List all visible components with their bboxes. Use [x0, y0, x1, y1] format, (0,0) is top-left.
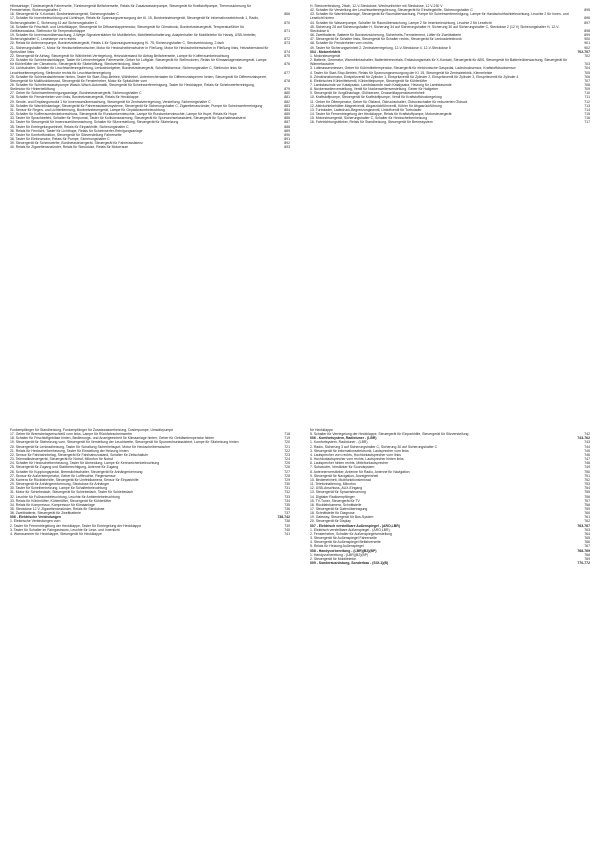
entry-page-number: 751: [584, 473, 590, 478]
index-entry: [10, 145, 290, 149]
entry-text: 43. Schalter für Warnblinkanlage, Steuergerät für Raumüberwachung, Pumpe für Scheinwerferreinigung, Lampe für Handschuhfachbeleuchtung, Leuchte 2 für Innen- und Leselicht hinten: [310, 12, 569, 21]
entry-page-number: 768-769: [577, 548, 590, 553]
entry-text: 39. Steuergerät für Scheinwerfer, Bordnetzsteuergerät, Steuergerät für Fahrerassistenz: [10, 141, 143, 146]
entry-page-number: 890: [284, 132, 290, 137]
entry-text: 42. Schalter für Verstellung der Leuchtweitenregulierung, Steuergerät für Einstiegshilfe, Sicherungshalter C: [310, 8, 473, 13]
entry-page-number: 768: [584, 552, 590, 557]
entry-text: Funkempfänger für Standheizung, Funkempfänger für Zusatzwasserheizung, Dosierpumpe, Umwälzpumpe: [10, 428, 174, 432]
entry-page-number: 731: [284, 486, 290, 491]
entry-page-number: 746: [584, 452, 590, 457]
entry-page-number: 742: [584, 432, 590, 437]
entry-page-number: 739: [284, 523, 290, 528]
entry-text: 33. Taster für Sprachbefehl, Schalter für Tempomat, Taster für Kollisionswarnung, Steuergerät für Spurwechselassistent, Steuergerät für Spurhalteassistent: [10, 116, 246, 121]
entry-text: 7. Lambdasonde vor Katalysator, Lambdasonde nach Katalysator, Heizung für Lambdasonde: [310, 82, 452, 87]
entry-text: 16. Fahrtrichtungsblinker, Relais für Standheizung, Steuergerät für Bremssystem: [310, 120, 433, 125]
index-entry: [10, 33, 290, 41]
entry-text: 4. Warnsummer für Heckklappe, Steuergerät für Heckklappe: [10, 531, 102, 536]
entry-page-number: 866: [284, 12, 290, 17]
index-entry: [310, 25, 590, 33]
entry-text: 10. Kraftstoffpumpe, Steuergerät für Kraftstoffpumpe, Ventil für Kraftstoffdruckregelung: [310, 95, 442, 100]
entry-page-number: 875: [284, 53, 290, 58]
entry-text: 13. Steuergerät für Sprachsteuerung: [310, 490, 366, 495]
entry-page-number: 736: [284, 506, 290, 511]
entry-page-number: 766: [584, 540, 590, 545]
entry-page-number: 715: [584, 112, 590, 117]
entry-page-number: 706: [584, 74, 590, 79]
entry-text: 6. Elektrisches Kühlmittelventil, Kühlmittelpumpe, Steuergerät für Kühlerlüfter: [310, 78, 428, 83]
entry-page-number: 870: [284, 20, 290, 25]
entry-text: 5. Zündtransformator, Einspritzventil für Zylinder 1, Einspritzventil für Zylinder 2, Einspritzventil für Zylinder 3, Einspritzventil für Zylinder 4: [310, 74, 519, 79]
entry-text: 3. Steuergerät für Außenspiegel Fahrerseite: [310, 536, 377, 541]
entry-text: 28. Kamera für Rückfahrhilfe, Steuergerät für Umfeldkamera, Sensor für Einparkhilfe: [10, 477, 139, 482]
entry-page-number: 880: [284, 91, 290, 96]
entry-text: 20. Relais für Antennenpumpe, Bordnetzsteuergerät, Relais 1 für Spannungsversorgung Kl. 75, Sicherungshalter C, Steckverbindung, 2-fach: [10, 41, 225, 46]
entry-page-number: 717: [584, 120, 590, 125]
entry-page-number: 886: [284, 116, 290, 121]
entry-text: 11. Telefonhalterung, Mikrofon: [310, 482, 356, 487]
entry-page-number: 888: [284, 124, 290, 129]
entry-page-number: 749: [584, 465, 590, 470]
entry-text: 8. Antennenverstärker, Antenne für Radio, Antenne für Navigation: [310, 469, 410, 474]
entry-page-number: 872: [284, 37, 290, 42]
entry-text: 36. Zweitbatterie, Steuergerät für Zweitbatterie: [10, 511, 81, 516]
entry-page-number: 729: [284, 477, 290, 482]
entry-text: 17. Geber für Bremsbelagverschleiß vorn links, Lampe für Rückfahrscheinwerfer: [10, 432, 133, 437]
entry-text: 3. Luftmassenmesser, Geber für Kühlmitteltemperatur, Steuergerät für elektronische Gaspedal, Ladedrucksensor, Kraftstoffdrucksensor: [310, 66, 516, 71]
entry-page-number: 900: [584, 37, 590, 42]
entry-text: 5. Relais für Heizung Außenspiegel: [310, 544, 364, 549]
entry-page-number: 755: [584, 490, 590, 495]
index-entry: [10, 66, 290, 74]
entry-text: 30. Schalter für Warnblinkanlage, Steuergerät für Fahrerassistenzsysteme, Steuergerät für Sicherungshalter C, Zigarettenanzünder, Pumpe für Scheinwerferreinigung: [10, 103, 263, 108]
entry-text: 40. Relais für Zigarettenanzünder, Relais für Steckdose, Relais für Motorraum: [10, 145, 129, 150]
entry-page-number: 901: [584, 41, 590, 46]
entry-text: 26. Schalter für Kupplungspedal, Bremslichtschalter, Steuergerät für Anhängerkennung: [10, 469, 143, 474]
entry-text: 6. Lautsprecher hinten rechts, Mitteltonlautsprecher: [310, 461, 389, 466]
entry-page-number: 763: [584, 527, 590, 532]
entry-page-number: 897: [584, 20, 590, 25]
entry-text: 16. Steuergerät für X-Kontakt, Bordnetzsteuergerät, Sicherungshalter C: [10, 12, 119, 17]
entry-page-number: 877: [284, 70, 290, 75]
entry-text: 26. Schalter für Scheibenwaschpumpe Wasch-Wisch-Automatik, Steuergerät für Scheinwerferreinigung, Taster für Heckklappe, Relais für Scheinwerferreinigung, Stellmotor für Hinterbelüftung: [10, 82, 255, 92]
entry-page-number: 878: [284, 78, 290, 83]
entry-text: 29. Steuergerät für Anhängererkennung, Steckdose für Anhänger: [10, 482, 110, 487]
entry-page-number: 726: [284, 465, 290, 470]
entry-page-number: 705: [584, 70, 590, 75]
entry-text: 34. Taster für Steuergerät für Innenraumüberwachung, Schalter für Sitzverstellung, Steuergerät für Sitzheizung: [10, 120, 179, 125]
entry-text: 4. Steuergerät für Außenspiegel Beifahrerseite: [310, 540, 381, 545]
entry-text: 47. Steuergerät für Schalter links, Steuergerät für Schalter rechts, Steuergerät für Lenkradelektronik: [310, 37, 462, 42]
entry-text: 19. Gateway, Steuergerät für Bus-System: [310, 515, 374, 520]
entry-text: 14. Digitaler Radioempfänger: [310, 494, 355, 499]
index-entry: [10, 58, 290, 66]
index-entry: [10, 83, 290, 91]
entry-text: 1. Elektrische Verbindungen vorn: [10, 519, 61, 524]
entry-page-number: 750: [584, 469, 590, 474]
entry-page-number: 893: [284, 145, 290, 150]
entry-page-number: 762: [584, 519, 590, 524]
entry-page-number: 745: [584, 448, 590, 453]
entry-text: 21. Sicherungshalter C, Motor für Heckscheibenwischer, Motor für Heckscheibenwischer in Fließung, Motor für Heckscheibenwischer in Fließung links, Heizwiderstand für Spritzdüse links: [10, 45, 269, 54]
index-entry: [310, 12, 590, 20]
entry-page-number: 871: [284, 28, 290, 33]
entry-text: 5. Hochtonlautsprecher vorn rechts, Lautsprecher hinten links: [310, 457, 404, 462]
entry-page-number: 879: [284, 87, 290, 92]
section-heading: [310, 561, 590, 565]
entry-text: 32. Leuchte für Fußraumbeleuchtung, Leuchte für Ambientebeleuchtung: [10, 494, 120, 499]
entry-page-number: 752: [584, 477, 590, 482]
entry-text: 007 - Elektrisch verstellbare Außenspiegel - (ARO,LBR): [310, 523, 400, 528]
entry-page-number: 763-767: [577, 523, 590, 528]
entry-page-number: 767: [584, 544, 590, 549]
entry-page-number: 896: [584, 16, 590, 21]
entry-page-number: 735: [284, 502, 290, 507]
entry-text: 33. Relais für Kühlerlüfter, Kühlerlüfter, Steuergerät für Kühlerlüfter: [10, 498, 112, 503]
entry-text: 18. Schnittstelle für Diagnose: [310, 511, 355, 516]
entry-page-number: 710: [584, 91, 590, 96]
entry-text: 3. Taster für Schalter im Fahrgastraum, Leuchte für Lese- und Innenlicht: [10, 527, 120, 532]
entry-text: 31. Motor für Schiebedach, Steuergerät für Schiebedach, Taster für Schiebedach: [10, 490, 133, 495]
entry-text: 22. Steuergerät für Airbag, Steuergerät für Wählhebel-Verriegelung, Heizwiderstand für Airbag Beifahrerseite, Lampe für Kofferraumbeleuchtung: [10, 53, 230, 58]
entry-page-number: 882: [284, 99, 290, 104]
entry-text: 31. Sensor für Regen- und Lichterkennung, Bordnetzsteuergerät, Lampe für Gepäckraumbeleuchtung: [10, 107, 165, 112]
index-entry: [10, 25, 290, 33]
entry-text: 32. Schalter für Kofferraumdeckelverschluss, Steuergerät für Rundumkennleuchte, Lampe für Rundumkennleuchte, Lampe für Hupe, Relais für Hupe: [10, 112, 237, 117]
entry-page-number: 711: [584, 95, 590, 100]
entry-page-number: 748: [584, 461, 590, 466]
entry-text: 15. TV-Tuner, Steuergerät für TV: [310, 498, 360, 503]
index-entry: [10, 532, 290, 536]
entry-text: 14. Taster für Fernentriegelung der Heckklappe, Relais für Kraftstoffpumpe, Motorsteuergerät: [310, 112, 452, 117]
entry-text: 006 - Komfortsystem, Radiotuner - (LBR): [310, 436, 377, 441]
entry-text: 23. Telematiksteuergerät, Steuergerät für Notruf, Mikrofon für Notruf: [10, 457, 114, 462]
entry-page-number: 881: [284, 95, 290, 100]
entry-text: 27. Geber für Scheinwerferreinigungsanlage, Bordnetzsteuergerät, Sicherungshalter C: [10, 91, 142, 96]
entry-page-number: 733: [284, 494, 290, 499]
entry-page-number: 738: [284, 519, 290, 524]
entry-page-number: 769: [584, 556, 590, 561]
entry-text: 21. Relais für Heckscheibenheizung, Taster für Einstellung der Heizung hinten: [10, 448, 129, 453]
document-page-top-right: [300, 0, 600, 424]
entry-page-number: 738-742: [277, 515, 290, 520]
entry-page-number: 743: [584, 440, 590, 445]
entry-text: 48. Schalter für Fensterheber vorn rechts: [310, 41, 373, 46]
entry-text: 12. Aktivkohlebehälter-Magnetventil, Abgasrückführventil, Kühler für Abgasrückführung: [310, 103, 442, 108]
entry-page-number: 741: [284, 531, 290, 536]
entry-page-number: 712: [584, 99, 590, 104]
entry-text: 1. Komfortsystem, Radiotuner - (LBR): [310, 440, 368, 445]
entry-page-number: 761: [584, 515, 590, 520]
entry-page-number: 756: [584, 494, 590, 499]
entry-text: 004 - Motorelektrik: [310, 49, 341, 54]
entry-page-number: 732: [284, 490, 290, 495]
entry-text: 2. Taster für Fernentriegelung der Heckklappe, Taster für Entriegelung der Heckklappe: [10, 523, 142, 528]
index-entry: [10, 46, 290, 54]
entry-page-number: 876: [284, 62, 290, 67]
entry-text: für Heckklappe: [310, 428, 333, 432]
entry-text: 34. Relais für Kompressor, Kompressor für Klimaanlage: [10, 502, 95, 507]
entry-page-number: 709: [584, 87, 590, 92]
entry-page-number: 702: [584, 53, 590, 58]
entry-text: 17. Steuergerät für Datenübertragung: [310, 506, 368, 511]
entry-page-number: 757: [584, 498, 590, 503]
index-entry: [10, 75, 290, 83]
entry-page-number: 902: [584, 45, 590, 50]
entry-page-number: 765: [584, 536, 590, 541]
document-page-top-left: [0, 0, 300, 424]
entry-page-number: 895: [584, 8, 590, 13]
entry-page-number: 892: [284, 141, 290, 146]
entry-text: 008 - Handyvorbereitung - (LBR)(B2)(BP): [310, 548, 377, 553]
entry-page-number: 721: [284, 444, 290, 449]
index-entry: [310, 120, 590, 124]
entry-page-number: 899: [584, 33, 590, 38]
entry-page-number: 898: [584, 28, 590, 33]
entry-page-number: 883: [284, 103, 290, 108]
entry-page-number: 874: [284, 49, 290, 54]
entry-page-number: 725: [284, 461, 290, 466]
entry-page-number: 730: [284, 482, 290, 487]
entry-page-number: 764: [584, 531, 590, 536]
entry-text: 006 - Elektrische Verbindungen: [10, 515, 62, 520]
entry-text: H. Steckverbindung, 2fach, 12-V-Steckdose, Wechselrichter mit Steckdose, 12 V-230 V: [310, 4, 443, 8]
entry-text: 19. Steuergerät für Sitzheizung vorn, Steuergerät für Verstellung der Leuchtweite, Steuergerät für Spurwechselassistent, Lampe für Sitzheizung hinten: [10, 440, 239, 445]
index-entry: [310, 58, 590, 66]
entry-page-number: 714: [584, 107, 590, 112]
entry-text: 20. Steuergerät für Display: [310, 519, 351, 524]
entry-page-number: 704: [584, 66, 590, 71]
entry-text: 1. Motorsteuergerät: [310, 53, 340, 58]
entry-text: 19. Schalter für Innenraumüberwachung, 2-Wege-Signalverstärker für Mobiltelefon, Mobiltelefonhalterung, Adapterhalter für Mobiltelefon für Handy, USB-Verteiler, Sicherungshalter C, Leselampe vorn rechts: [10, 33, 257, 42]
entry-page-number: 891: [284, 137, 290, 141]
entry-text: 4. Taster für Start-Stop-Betrieb, Relais für Spannungsversorgung der Kl. 15, Steuergerät für Zentralelektrik, Klemmleiste: [310, 70, 493, 75]
entry-page-number: 719: [284, 436, 290, 441]
entry-text: 4. Lautsprecher vorn rechts, Hochtonlautsprecher vorn links: [310, 452, 401, 457]
entry-text: 2. Steuergerät für Mobiltelefon: [310, 556, 357, 561]
entry-text: 44. Schalter für Wasserpumpe, Schalter für Raumüberwachung, Lampe 2 für Innenbeleuchtung, Leuchte 2 für Leselicht: [310, 20, 492, 25]
entry-text: 2. Fensterheber, Schalter für Außenspiegelverstellung: [310, 531, 392, 536]
entry-page-number: 743-762: [577, 436, 590, 441]
entry-page-number: 885: [284, 112, 290, 117]
entry-text: 46. Zweitbatterie, Batterie für Bordnetzsicherung, Sicherheits-Trennelement, Lüfter für Zweitbatterie: [310, 33, 462, 38]
entry-text: 13. Turbolader, Ladedruck-Begrenzungsventil, Umluftventil für Turbolader: [310, 107, 422, 112]
entry-page-number: 718: [284, 432, 290, 437]
entry-text: 25. Schalter für Schiebedachfenster hinten, Taster für Start-Stop-Betrieb, Wählhebel, Unterbrechertaster für Differenzialsperren hinten, Steuergerät für Differenzialsperre, Steuergerät für Multifunktionsrad, Steuergerät für Fensterheber, Motor für Spitzkühler vorn: [10, 74, 267, 83]
entry-text: 2. Batterie, Generator, Warmblinkschalter, Batterietrennrelais, Entlastungsrelais für X-Kontakt, Steuergerät für ABS, Steuergerät für Batterieüberwachung, Steuergerät für Wärmetauscher: [310, 58, 568, 67]
entry-text: 35. Taster für Entriegelungseinheit, Relais für Einparkhilfe, Sicherungshalter C: [10, 124, 129, 129]
entry-page-number: 754: [584, 486, 590, 491]
entry-page-number: 722: [284, 448, 290, 453]
entry-text: 29. Sende- und Empfangsmodul 1 für Innenraumüberwachung, Steuergerät für Zentralverriegelung, Verstellung, Sicherungshalter C: [10, 99, 211, 104]
entry-page-number: 759: [584, 506, 590, 511]
entry-page-number: 734: [284, 498, 290, 503]
index-entry: [10, 16, 290, 24]
entry-text: 36. Relais für Fernlicht, Taster für Lichthupe, Relais für Scheinwerfer-Reinigungsanlage: [10, 128, 143, 133]
document-page-bottom-right: [300, 424, 600, 848]
entry-text: 17. Schalter für Innenbeleuchtung und Lichthupe, Relais für Spannungsversorgung der Kl. 15, Bordnetzsteuergerät, Steuergerät für Informationselektronik 1, Radio, Sicherungshalter C, Sicherung 41 auf Sicherungshalter C: [10, 16, 259, 25]
entry-page-number: 770-772: [577, 561, 590, 565]
entry-text: 20. Steuergerät für Lenkradheizung, Taster für Schaltung Sicherheitsgurt, Motor für Heckscheibenwischer: [10, 444, 171, 449]
entry-text: 24. Schalter für Heckscheibenheizung, Taster für Abmeldung, Lampe für Kennzeichenbeleuchtung: [10, 461, 160, 466]
entry-page-number: 737: [284, 511, 290, 516]
document-page-bottom-left: [0, 424, 300, 848]
entry-text: 2. Radio, Sicherung 3 auf Sicherungshalter C, Sicherung 30 auf Sicherungshalter C: [310, 444, 438, 449]
entry-page-number: 716: [584, 116, 590, 121]
entry-page-number: 713: [584, 103, 590, 108]
entry-page-number: 708: [584, 82, 590, 87]
entry-text: 5. Schalter für Verriegelung der Heckklappe, Steuergerät für Einparkhilfe, Steuergerät für Sitzverstellung: [310, 432, 469, 437]
entry-text: 12. USB-Anschluss, AUX-Eingang: [310, 486, 363, 491]
entry-page-number: 724: [284, 457, 290, 462]
entry-text: 37. Taster für Komfortfunktion, Steuergerät für Sitzverstellung Fahrerseite: [10, 132, 122, 137]
entry-text: 35. Steckdose 12 V, Zigarettenanzünder, Relais für Steckdose: [10, 506, 105, 511]
entry-text: 10. Bedieneinheit, Multifunktionslenkrad: [310, 477, 371, 482]
entry-text: 15. Motorsteuergerät, Sicherungshalter C, Schalter für Heckscheibenheizung: [310, 116, 428, 121]
entry-page-number: 887: [284, 120, 290, 125]
entry-text: 22. Sensor für Fahrbahnbelag, Steuergerät für Fahrbahnzustand, Schalter für Zeitschaltuhr: [10, 452, 149, 457]
entry-text: 25. Steuergerät für Zugang und Startberechtigung, Antenne für Zugang: [10, 465, 119, 470]
entry-page-number: 720: [284, 440, 290, 445]
entry-page-number: 727: [284, 469, 290, 474]
entry-page-number: 744: [584, 444, 590, 449]
entry-text: 009 - Sonderausrüstung, Sonderbau - (SOI.1)(B): [310, 561, 389, 565]
entry-page-number: 760: [584, 511, 590, 516]
entry-text: 45. Sicherung 28 auf Sicherungshalter H, Sicherung 34 auf Sicherungshalter H, Sicherung 30 auf Sicherungshalter C, Steckdose 2 (12 V) Sicherungshalter H, 12-V-Steckdose 6: [310, 24, 560, 33]
entry-text: 9. Steuergerät für Vorglühanlage, Glühkerzen, Drosselklappensteuereinheit: [310, 91, 425, 96]
entry-page-number: 889: [284, 128, 290, 133]
entry-page-number: 703: [584, 62, 590, 67]
entry-text: 16. Rückfahrkamera, Schnittstelle: [310, 502, 362, 507]
entry-text: 18. Schalter für Frischluft- und Umluftklappe, Steuergerät für Diffuserklappenmotor, Steuergerät für Climatronic, Bordnetzsteuergerät, Temperaturfühler für Gebläseauslass, Stellmotor für Temperaturklappe: [10, 24, 245, 33]
entry-page-number: 740: [284, 527, 290, 532]
entry-page-number: 728: [284, 473, 290, 478]
entry-text: 28. Schalter für Fensterheber vorn links, Bordnetzsteuergerät, Relais für Heckklappe: [10, 95, 139, 100]
entry-text: 27. Sensor für Außentemperatur, Geber für Luftfeuchte, Regensensor: [10, 473, 116, 478]
entry-text: 30. Taster für Scheibenheizung, Lampe für Schalterbeleuchtung: [10, 486, 108, 491]
entry-page-number: 758: [584, 502, 590, 507]
entry-text: 24. Lichtschalter, Schalter für Leuchtweitenregulierung, Lenkwinkelgeber, Bordnetzsteuergerät, Schaltfeldsensor, Sicherungshalter C, Stellmotor links für Leuchtweitenregelung, Stellmotor rechts für Leuchtweitenregelung: [10, 66, 242, 75]
index-entry: [10, 4, 290, 12]
entry-text: Hilmsanlage, Türsteuergerät Fahrerseite, Türsteuergerät Beifahrerseite, Relais für Zusatzwasserpumpe, Steuergerät für Kraftstoffpumpe, Thermosicherung für Fensterheber, Sicherungshalter C: [10, 4, 251, 13]
entry-page-number: 884: [284, 107, 290, 112]
entry-text: 8. Nockenwellenverstellung, Ventil für Nockenwellenverstellung, Geber für Hallgeber: [310, 87, 439, 92]
entry-page-number: 723: [284, 452, 290, 457]
entry-text: 1. Elektrisch verstellbare Außenspiegel - (ARO,LBR): [310, 527, 390, 532]
entry-page-number: 747: [584, 457, 590, 462]
entry-text: 7. Subwoofer, Verstärker für Soundsystem: [310, 465, 375, 470]
entry-text: 38. Taster für Elektromotor, Relais für Pumpe, Sicherungshalter C: [10, 137, 110, 141]
entry-text: 49. Taster für Sicherungseinheit 2, Zentralverriegelung, 12-V-Steckdose 4, 12-V-Steckdose 5: [310, 45, 451, 50]
entry-text: 3. Steuergerät für Informationselektronik, Lautsprecher vorn links: [310, 448, 409, 453]
entry-text: 23. Schalter für Schiebedachklappe, Taster für Lehnenfreigabe Fahrerseite, Geber für Luftgüte, Steuergerät für Stellmotoren, Relais für Klimaanlagensteuergerät, Lampe für Kühlerlüfter der Climatronic, Steuergerät für Sitzbelüftung, Steckverbindung, 4fach: [10, 58, 267, 67]
entry-page-number: 702-707: [577, 49, 590, 54]
entry-text: 18. Schalter für Frischluftgebläse hinten, Bedienungs- und Anzeigeeinheit für Klimaanlage hinten, Geber für Gebläsetemperatur hinten: [10, 436, 215, 441]
entry-text: 11. Geber für Öltemperatur, Geber für Ölstand, Öldruckschalter, Öldruckschalter für reduzierten Öldruck: [310, 99, 468, 104]
entry-text: 1. Handyvorbereitung - (LBR)(B2)(BP): [310, 552, 369, 557]
entry-page-number: 707: [584, 78, 590, 83]
entry-page-number: 873: [284, 41, 290, 46]
entry-text: 9. Steuergerät für Navigation, Anzeigeeinheit: [310, 473, 379, 478]
entry-page-number: 753: [584, 482, 590, 487]
